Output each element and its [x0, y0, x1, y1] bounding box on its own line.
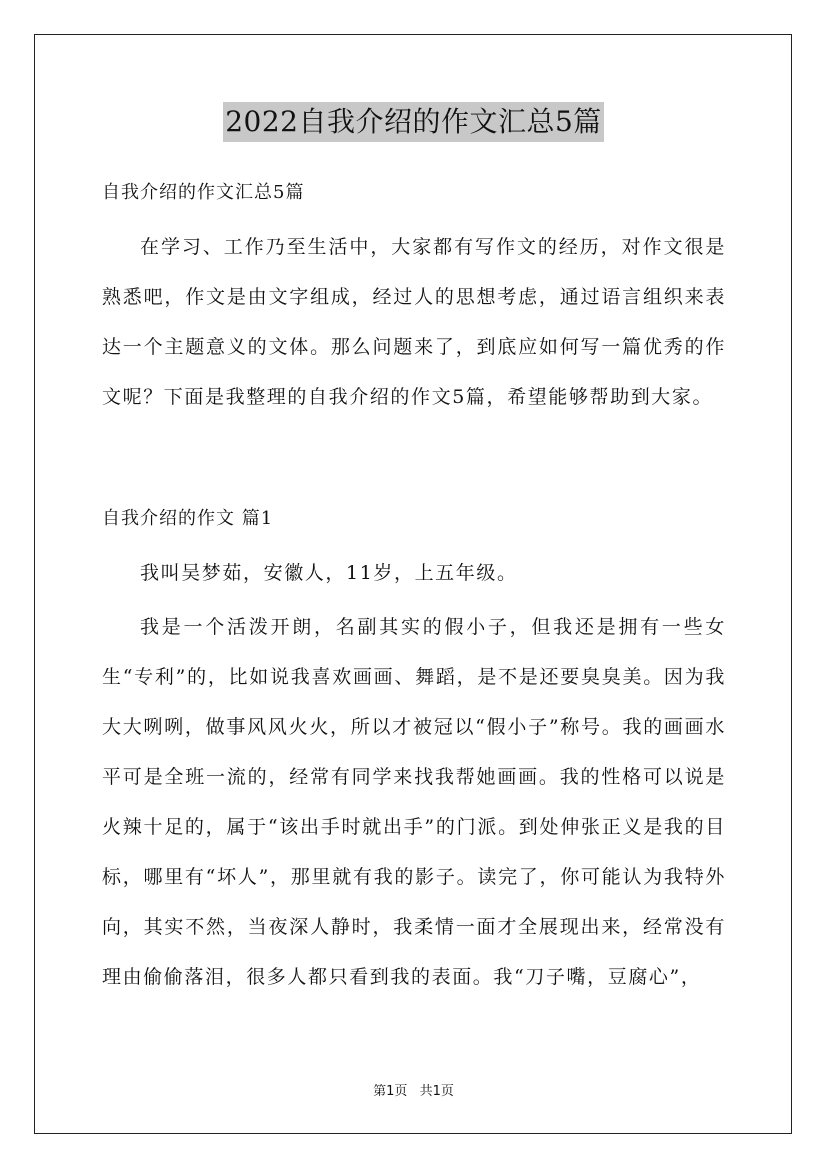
page-total: 共1页	[419, 1084, 454, 1099]
section1-paragraph-2: 我是一个活泼开朗，名副其实的假小子，但我还是拥有一些女生“专利”的，比如说我喜欢画画、舞蹈，是不是还要臭臭美。因为我大大咧咧，做事风风火火，所以才被冠以“假小子”称号。我的画画水平可是全班一流的，经常有同学来找我帮她画画。我的性格可以说是火辣十足的，属于“该出手时就出手”的门派。到处伸张正义是我的目标，哪里有“坏人”，那里就有我的影子。读完了，你可能认为我特外向，其实不然，当夜深人静时，我柔情一面才全展现出来，经常没有理由偷偷落泪，很多人都只看到我的表面。我“刀子嘴，豆腐心”，	[102, 616, 726, 988]
page-footer	[0, 1082, 827, 1102]
title-container	[0, 102, 827, 142]
intro-paragraph: 在学习、工作乃至生活中，大家都有写作文的经历，对作文很是熟悉吧，作文是由文字组成，经过人的思想考虑，通过语言组织来表达一个主题意义的文体。那么问题来了，到底应如何写一篇优秀的作文呢？下面是我整理的自我介绍的作文5篇，希望能够帮助到大家。	[102, 236, 726, 408]
section-heading-1: 自我介绍的作文 篇1	[102, 508, 274, 529]
document-title: 2022自我介绍的作文汇总5篇	[223, 102, 604, 142]
section1-paragraph-1: 我叫吴梦茹，安徽人，11岁，上五年级。	[140, 562, 518, 584]
document-subtitle: 自我介绍的作文汇总5篇	[102, 182, 305, 203]
page-number: 第1页	[373, 1084, 408, 1099]
